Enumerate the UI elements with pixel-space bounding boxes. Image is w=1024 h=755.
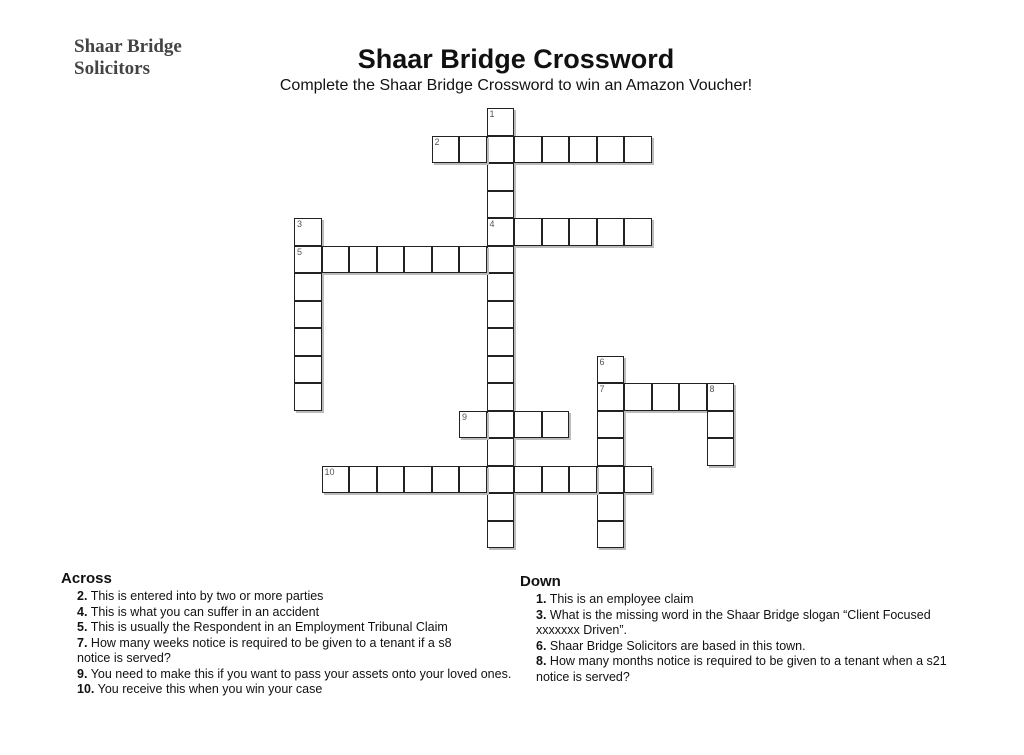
- page-title: Shaar Bridge Crossword: [357, 44, 675, 74]
- crossword-cell[interactable]: [294, 218, 322, 246]
- crossword-cell[interactable]: [487, 218, 515, 246]
- crossword-cell[interactable]: [459, 466, 487, 494]
- crossword-cell[interactable]: [597, 411, 625, 439]
- crossword-cell[interactable]: [514, 411, 542, 439]
- cell-number: 7: [599, 384, 605, 394]
- crossword-cell[interactable]: [432, 246, 460, 274]
- crossword-cell[interactable]: [597, 383, 625, 411]
- crossword-cell[interactable]: [597, 218, 625, 246]
- crossword-cell[interactable]: [597, 356, 625, 384]
- down-clue: 8. How many months notice is required to be given to a tenant when a s21 notice is served?: [536, 654, 947, 684]
- crossword-cell[interactable]: [294, 356, 322, 384]
- crossword-cell[interactable]: [597, 521, 625, 549]
- across-clue: 10. You receive this when you win your case: [77, 682, 323, 696]
- crossword-cell[interactable]: [322, 246, 350, 274]
- crossword-cell[interactable]: [624, 136, 652, 164]
- cell-number: 3: [297, 219, 303, 229]
- crossword-cell[interactable]: [707, 383, 735, 411]
- crossword-cell[interactable]: [624, 218, 652, 246]
- crossword-cell[interactable]: [322, 466, 350, 494]
- crossword-cell[interactable]: [459, 246, 487, 274]
- crossword-cell[interactable]: [459, 136, 487, 164]
- crossword-cell[interactable]: [624, 383, 652, 411]
- crossword-cell[interactable]: [487, 108, 515, 136]
- crossword-cell[interactable]: [597, 438, 625, 466]
- crossword-cell[interactable]: [679, 383, 707, 411]
- crossword-cell[interactable]: [624, 466, 652, 494]
- crossword-cell[interactable]: [487, 466, 515, 494]
- across-clues: [61, 570, 521, 698]
- crossword-cell[interactable]: [597, 466, 625, 494]
- crossword-cell[interactable]: [459, 411, 487, 439]
- crossword-cell[interactable]: [652, 383, 680, 411]
- across-heading: Across: [61, 570, 112, 587]
- crossword-cell[interactable]: [707, 438, 735, 466]
- crossword-cell[interactable]: [707, 411, 735, 439]
- down-clue: 6. Shaar Bridge Solicitors are based in this town.: [536, 638, 806, 653]
- cell-number: 1: [489, 109, 495, 119]
- down-heading: Down: [520, 573, 561, 590]
- down-clue: 3. What is the missing word in the Shaar Bridge slogan “Client Focused xxxxxxx Driven”.: [536, 607, 931, 637]
- crossword-cell[interactable]: [377, 466, 405, 494]
- crossword-cell[interactable]: [487, 493, 515, 521]
- crossword-cell[interactable]: [432, 466, 460, 494]
- crossword-cell[interactable]: [542, 466, 570, 494]
- across-clue: 2. This is entered into by two or more parties: [77, 589, 324, 603]
- across-clue: 7. How many weeks notice is required to be given to a tenant if a s8 notice is served?: [77, 635, 452, 665]
- crossword-cell[interactable]: [569, 466, 597, 494]
- logo-line-1: Shaar Bridge: [74, 36, 182, 57]
- crossword-cell[interactable]: [514, 466, 542, 494]
- logo-line-2: Solicitors: [74, 58, 150, 79]
- crossword-cell[interactable]: [569, 136, 597, 164]
- cell-number: 5: [297, 246, 303, 257]
- crossword-cell[interactable]: [487, 383, 515, 411]
- crossword-cell[interactable]: [487, 411, 515, 439]
- crossword-cell[interactable]: [487, 438, 515, 466]
- cell-number: 4: [489, 219, 495, 229]
- crossword-cell[interactable]: [404, 246, 432, 274]
- cell-number: 2: [434, 136, 440, 147]
- crossword-cell[interactable]: [294, 273, 322, 301]
- down-clues: [520, 573, 970, 685]
- cell-number: 8: [709, 384, 715, 394]
- cell-number: 6: [599, 356, 605, 367]
- crossword-cell[interactable]: [432, 136, 460, 164]
- across-clue: 9. You need to make this if you want to pass your assets onto your loved ones.: [77, 666, 512, 681]
- crossword-cell[interactable]: [542, 218, 570, 246]
- crossword-cell[interactable]: [542, 411, 570, 439]
- crossword-cell[interactable]: [597, 136, 625, 164]
- crossword-cell[interactable]: [569, 218, 597, 246]
- crossword-cell[interactable]: [487, 246, 515, 274]
- crossword-cell[interactable]: [294, 246, 322, 274]
- crossword-cell[interactable]: [514, 218, 542, 246]
- crossword-cell[interactable]: [294, 301, 322, 329]
- cell-number: 9: [462, 411, 468, 422]
- down-clue: 1. This is an employee claim: [536, 592, 694, 606]
- crossword-cell[interactable]: [542, 136, 570, 164]
- crossword-cell[interactable]: [597, 493, 625, 521]
- crossword-cell[interactable]: [487, 301, 515, 329]
- crossword-cell[interactable]: [487, 191, 515, 219]
- across-clue: 4. This is what you can suffer in an accident: [77, 604, 320, 619]
- crossword-cell[interactable]: [404, 466, 432, 494]
- crossword-cell[interactable]: [349, 466, 377, 494]
- crossword-cell[interactable]: [487, 136, 515, 164]
- crossword-cell[interactable]: [487, 163, 515, 191]
- cell-number: 10: [324, 466, 335, 477]
- crossword-cell[interactable]: [487, 273, 515, 301]
- across-clue: 5. This is usually the Respondent in an Employment Tribunal Claim: [77, 620, 448, 634]
- crossword-cell[interactable]: [514, 136, 542, 164]
- page-subtitle: Complete the Shaar Bridge Crossword to win an Amazon Voucher!: [279, 77, 753, 94]
- crossword-cell[interactable]: [294, 383, 322, 411]
- crossword-cell[interactable]: [294, 328, 322, 356]
- crossword-cell[interactable]: [487, 521, 515, 549]
- crossword-cell[interactable]: [377, 246, 405, 274]
- crossword-cell[interactable]: [487, 328, 515, 356]
- crossword-cell[interactable]: [349, 246, 377, 274]
- crossword-cell[interactable]: [487, 356, 515, 384]
